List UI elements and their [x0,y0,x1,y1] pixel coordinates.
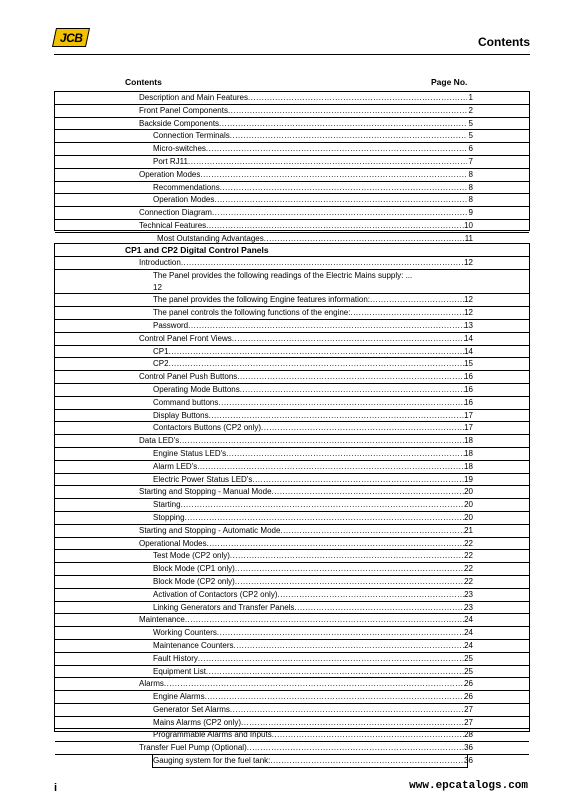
toc-entry[interactable] [55,143,529,156]
toc-entry-title: Engine Alarms [153,692,205,702]
toc-entry-page-number: 26 [464,679,473,689]
toc-entry-page-number: 2 [468,105,473,115]
toc-entry-title: The panel provides the following Engine features information: [153,295,371,305]
toc-entry-page-number: 20 [464,487,473,497]
toc-entry[interactable] [55,525,529,538]
toc-entry[interactable] [55,270,529,282]
toc-entry-leader-dots [169,346,467,358]
toc-entry-leader-dots [230,704,467,716]
toc-entry-page-number: 36 [464,756,473,766]
toc-entry[interactable] [55,499,529,512]
toc-entry-title: Password [153,320,189,330]
toc-entry-leader-dots [226,448,467,460]
toc-entry[interactable] [55,207,529,220]
toc-entry-page-number: 22 [464,551,473,561]
toc-entry[interactable] [55,678,529,691]
toc-entry[interactable] [55,563,529,576]
contents-column-heading: Contents [125,77,162,87]
toc-entry[interactable] [55,182,529,195]
toc-entry-title: Operation Modes [139,169,201,179]
toc-entry-title: Introduction [139,258,181,267]
toc-entry-title: 12 [153,282,162,292]
toc-entry-leader-dots [237,371,467,383]
toc-entry-title: Activation of Contactors (CP2 only) [153,589,278,599]
toc-entry-leader-dots [198,653,467,665]
toc-entry-title: Linking Generators and Transfer Panels [153,602,295,612]
toc-entry-leader-dots [205,691,467,703]
toc-entry-page-number: 18 [464,461,473,471]
toc-entry[interactable] [55,486,529,499]
toc-entry-page-number: 28 [464,730,473,740]
toc-entry-page-number: 16 [464,384,473,394]
footer-website: www.epcatalogs.com [409,780,528,792]
toc-entry-page-number: 18 [464,448,473,458]
toc-entry-page-number: 21 [464,525,473,535]
toc-entry[interactable] [55,397,529,410]
toc-entry[interactable] [55,346,529,359]
toc-entry-page-number: 12 [464,258,473,267]
toc-entry-page-number: 27 [464,704,473,714]
toc-entry[interactable] [55,602,529,615]
toc-entry-leader-dots [278,589,468,601]
toc-entry-page-number: 27 [464,717,473,727]
toc-entry-leader-dots [240,384,467,396]
toc-entry-page-number: 26 [464,692,473,702]
toc-entry[interactable] [55,410,529,423]
footer-page-number: i [54,782,58,794]
toc-entry-page-number: 12 [464,295,473,305]
toc-entry-title: Test Mode (CP2 only) [153,551,230,561]
toc-entry-title: Most Outstanding Advantages [157,233,264,243]
toc-entry[interactable] [55,614,529,627]
toc-entry-leader-dots [370,294,467,306]
toc-entry-leader-dots [218,397,467,409]
toc-entry-page-number: 15 [464,359,473,369]
toc-entry-leader-dots [235,563,467,575]
toc-entry-leader-dots [235,576,467,588]
toc-entry-leader-dots [179,435,467,447]
toc-entry[interactable] [55,589,529,602]
toc-entry[interactable] [55,627,529,640]
toc-entry-leader-dots [280,525,467,537]
toc-entry-leader-dots [206,220,467,232]
toc-entry-title: Technical Features [139,220,207,230]
toc-entry-title: The Panel provides the following readings of the Electric Mains supply: ... [153,270,413,280]
toc-entry-title: Maintenance Counters [153,640,234,650]
toc-entry[interactable] [55,550,529,563]
toc-entry[interactable] [55,755,529,767]
toc-entry-leader-dots [181,499,467,511]
toc-entry-title: Connection Terminals [153,131,230,141]
toc-entry-page-number: 23 [464,602,473,612]
toc-entry-page-number: 36 [464,743,473,753]
toc-entry-leader-dots [261,422,467,434]
toc-entry-title: Backside Components [139,118,220,128]
toc-entry[interactable] [55,257,529,270]
toc-entry-title: The panel controls the following functions of the engine: [153,308,351,318]
toc-entry-title: Operation Modes [153,195,215,205]
toc-entry-title: Operational Modes [139,538,207,548]
toc-entry-title: Front Panel Components [139,105,228,115]
toc-entry[interactable] [55,384,529,397]
section-title: CP1 and CP2 Digital Control Panels [55,244,529,257]
toc-entry-title: Transfer Fuel Pump (Optional) [139,743,247,753]
toc-entry[interactable] [55,282,529,295]
toc-entry-page-number: 24 [464,628,473,638]
toc-entry[interactable] [55,435,529,448]
toc-entry-leader-dots [206,143,467,155]
toc-entry-leader-dots [207,538,467,550]
toc-entry-title: Control Panel Front Views [139,333,232,343]
toc-entry-page-number: 8 [468,169,473,179]
toc-entry-leader-dots [230,550,467,562]
toc-entry[interactable] [55,461,529,474]
toc-entry-page-number: 10 [464,220,473,230]
toc-entry-title: Operating Mode Buttons [153,384,240,394]
toc-entry-page-number: 18 [464,436,473,446]
toc-entry[interactable] [55,691,529,704]
toc-entry[interactable] [55,156,529,169]
toc-entry-title: Mains Alarms (CP2 only) [153,717,242,727]
toc-entry-leader-dots [247,742,467,754]
toc-entry-page-number: 23 [464,589,473,599]
toc-entry-title: Alarm LED's [153,461,198,471]
toc-entry-leader-dots [350,307,467,319]
toc-entry[interactable] [55,169,529,182]
toc-entry[interactable] [55,358,529,371]
toc-entry-title: Description and Main Features [139,93,248,102]
toc-entry-leader-dots [270,755,467,767]
toc-entry-leader-dots [294,602,467,614]
toc-entry-title: Block Mode (CP1 only) [153,564,235,574]
toc-entry[interactable] [55,512,529,525]
toc-entry-leader-dots [217,627,467,639]
toc-entry-page-number: 25 [464,653,473,663]
toc-entry-leader-dots [188,156,467,168]
toc-entry[interactable] [55,220,529,233]
toc-entry[interactable] [55,294,529,307]
toc-entry-leader-dots [219,118,467,130]
toc-entry-leader-dots [232,333,467,345]
toc-entry-title: Generator Set Alarms [153,704,230,714]
toc-entry-leader-dots [181,257,467,269]
toc-entry-title: Engine Status LED's [153,448,227,458]
toc-entry-leader-dots [200,169,467,181]
toc-entry[interactable] [55,704,529,717]
toc-entry-title: Block Mode (CP2 only) [153,576,235,586]
jcb-logo: JCB [52,28,90,47]
toc-entry-leader-dots [185,512,467,524]
toc-entry-page-number: 5 [468,131,473,141]
toc-entry-leader-dots [230,130,467,142]
toc-entry[interactable] [55,371,529,384]
toc-entry-title: Port RJ11 [153,156,188,166]
toc-entry-leader-dots [212,207,467,219]
toc-entry[interactable] [55,422,529,435]
toc-entry-leader-dots [220,182,467,194]
toc-entry-title: Working Counters [153,628,217,638]
toc-entry[interactable] [55,307,529,320]
toc-entry-title: Contactors Buttons (CP2 only) [153,423,262,433]
toc-entry[interactable] [55,653,529,666]
toc-entry-title: Maintenance [139,615,185,625]
toc-entry-title: Starting and Stopping - Automatic Mode [139,525,281,535]
toc-entry-page-number: 8 [468,195,473,205]
toc-entry-leader-dots [214,194,467,206]
toc-entry-title: Connection Diagram [139,208,212,218]
toc-entry-title: Programmable Alarms and Inputs [153,730,272,740]
toc-entry-title: Starting [153,500,181,510]
toc-entry-title: Recommendations [153,182,220,192]
toc-entry-page-number: 19 [464,474,473,484]
toc-entry-title: Gauging system for the fuel tank: [153,756,271,766]
toc-entry[interactable] [55,474,529,487]
toc-entry-title: CP2 [153,359,169,369]
toc-entry[interactable] [55,194,529,207]
toc-entry[interactable] [55,130,529,143]
toc-entry-leader-dots [241,717,467,729]
toc-entry-leader-dots [272,729,467,741]
toc-entry-page-number: 11 [464,233,473,243]
toc-entry[interactable] [55,92,529,105]
toc-entry-leader-dots [185,614,467,626]
toc-entry[interactable] [55,742,529,755]
toc-entry-title: Command buttons [153,397,219,407]
toc-entry[interactable] [55,640,529,653]
toc-entry-page-number: 25 [464,666,473,676]
toc-entry-page-number: 22 [464,564,473,574]
toc-entry[interactable] [55,118,529,131]
toc-entry-leader-dots [234,640,468,652]
toc-entry-title: Equipment List [153,666,206,676]
toc-section-general [54,91,530,243]
toc-entry-page-number: 1 [468,93,473,102]
toc-entry-page-number: 17 [464,423,473,433]
toc-entry-title: Micro-switches [153,144,206,154]
toc-entry-page-number: 24 [464,615,473,625]
toc-entry-leader-dots [197,461,467,473]
toc-entry-page-number: 24 [464,640,473,650]
toc-entry-page-number: 6 [468,144,473,154]
toc-section-cp1-cp2 [54,243,530,766]
toc-entry-title: Alarms [139,679,164,689]
toc-entry-leader-dots [248,92,467,104]
toc-entry-leader-dots [252,474,467,486]
toc-entry-page-number: 12 [464,308,473,318]
toc-entry-leader-dots [188,320,467,332]
toc-entry-title: Display Buttons [153,410,209,420]
toc-entry-page-number: 5 [468,118,473,128]
toc-entry-leader-dots [169,358,467,370]
toc-entry[interactable] [55,333,529,346]
toc-entry[interactable] [55,666,529,679]
toc-entry-leader-dots [209,410,467,422]
toc-entry-title: CP1 [153,346,169,356]
toc-entry-title: Fault History [153,653,198,663]
toc-entry-leader-dots [272,486,467,498]
toc-entry-title: Control Panel Push Buttons [139,372,238,382]
toc-entry-page-number: 14 [464,346,473,356]
toc-entry[interactable] [55,576,529,589]
toc-entry-leader-dots [206,666,467,678]
toc-entry-leader-dots [164,678,467,690]
toc-entry-page-number: 9 [468,208,473,218]
header-divider [54,54,530,55]
toc-entry-page-number: 13 [464,320,473,330]
toc-entry-page-number: 20 [464,500,473,510]
toc-entry[interactable] [55,448,529,461]
toc-entry-title: Starting and Stopping - Manual Mode [139,487,272,497]
toc-entry[interactable] [55,538,529,551]
toc-entry-leader-dots [228,105,467,117]
toc-entry-page-number: 7 [468,156,473,166]
toc-entry-title: Stopping [153,512,185,522]
toc-entry-page-number: 17 [464,410,473,420]
page-number-column-heading: Page No. [431,77,468,87]
toc-entry-page-number: 20 [464,512,473,522]
toc-entry-page-number: 8 [468,182,473,192]
toc-entry[interactable] [55,717,529,730]
toc-entry-page-number: 16 [464,397,473,407]
toc-entry-page-number: 16 [464,372,473,382]
page-title: Contents [478,35,530,49]
toc-entry-title: Data LED's [139,436,180,446]
toc-entry[interactable] [55,320,529,333]
toc-entry-page-number: 22 [464,576,473,586]
toc-entry-page-number: 22 [464,538,473,548]
toc-entry[interactable] [55,105,529,118]
toc-entry-title: Electric Power Status LED's [153,474,253,484]
toc-entry[interactable] [55,729,529,742]
toc-entry-page-number: 14 [464,333,473,343]
